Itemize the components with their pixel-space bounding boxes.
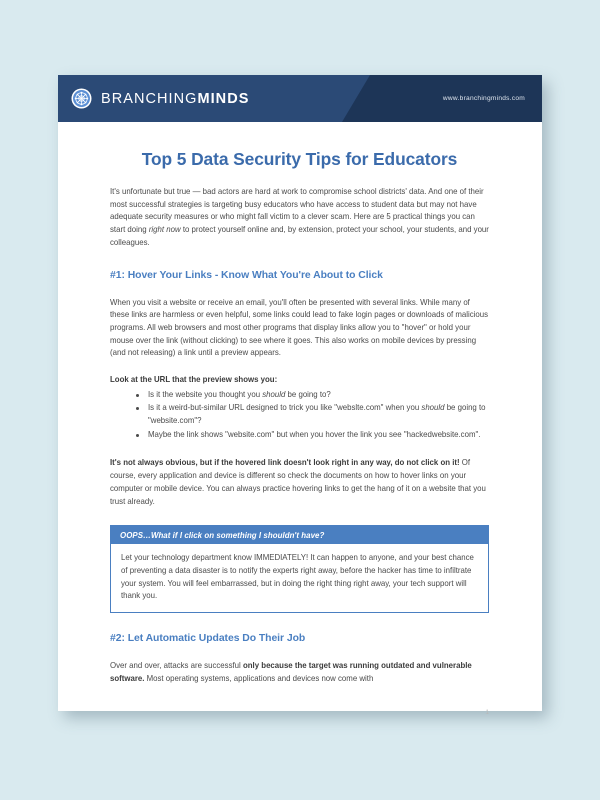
intro-text-part-1: It's unfortunate but true — bad actors are hard at work to compromise school districts' data. And one of their most successful strategies is targeting busy educators who have access to student data but may not have adequate security measures or who might fall victim to a clever scam. Here are 5 practical things you can start doing (110, 187, 484, 235)
bullet-1-part-1: Is it the website you thought you (148, 389, 263, 399)
oops-callout-box (110, 525, 489, 613)
closing-bold-text: It's not always obvious, but if the hovered link doesn't look right in any way, do not click on it! (110, 458, 460, 468)
branching-minds-logo-icon (71, 88, 92, 109)
callout-heading: OOPS…What if I click on something I shouldn't have? (111, 526, 488, 544)
url-check-bullet-list (110, 389, 489, 442)
website-url[interactable]: www.branchingminds.com (442, 95, 525, 102)
brand-name-second: MINDS (197, 90, 250, 107)
bullet-1-italic: should (262, 389, 286, 399)
intro-paragraph (110, 186, 489, 250)
section-2-bold: only because the target was running outdated and vulnerable software. (110, 661, 472, 683)
document-content (58, 149, 542, 738)
callout-body-text: Let your technology department know IMMEDIATELY! It can happen to anyone, and your best chance of preventing a data disaster is to notify the experts right away, before the hacker has time to infiltrate your system. You will feel embarrassed, but in doing the right thing right away, your tech support will thank you. (121, 553, 474, 601)
bullet-2-part-2: be going to "website.com"? (148, 403, 486, 425)
section-2-part-1: Over and over, attacks are successful (110, 661, 243, 671)
page-header-banner (58, 75, 542, 122)
bullets-lead-in: Look at the URL that the preview shows you: (110, 375, 278, 385)
section-1-paragraph: When you visit a website or receive an email, you'll often be presented with several links. While many of these links are harmless or even helpful, some links could lead to fake login pages or downloads of malicious programs. All web browsers and most other programs that display links allow you to "hover" or hold your mouse over the link (without clicking) to see where it goes. This also works on mobile devices by pressing (and not releasing) a link until a preview appears. (110, 297, 489, 358)
list-item: Maybe the link shows "website.com" but when you hover the link you see "hackedwebsite.com". (136, 429, 489, 442)
intro-text-part-2: to protect yourself online and, by extension, protect your school, your students, and your colleagues. (110, 225, 489, 247)
section-1-closing-paragraph (110, 457, 489, 508)
list-item (136, 389, 489, 402)
page-number: 1 (485, 709, 489, 716)
section-2-part-2: Most operating systems, applications and devices now come with (144, 673, 374, 683)
section-heading-1: #1: Hover Your Links - Know What You're About to Click (110, 269, 383, 281)
bullet-2-italic: should (421, 403, 445, 413)
list-item (136, 402, 489, 427)
closing-regular-text: Of course, every application and device is different so check the documents on how to hover links on your computer or mobile device. You can always practice hovering links to get the hang of it on a website that you trust already. (110, 458, 486, 506)
brand-name (101, 91, 249, 107)
bullet-1-part-2: be going to? (285, 389, 331, 399)
page-title: Top 5 Data Security Tips for Educators (141, 149, 458, 169)
brand-lockup (71, 75, 249, 122)
section-2-paragraph (110, 660, 489, 685)
section-heading-2: #2: Let Automatic Updates Do Their Job (110, 633, 306, 645)
document-page (58, 75, 542, 716)
intro-text-italic: right now (148, 225, 181, 235)
brand-name-first: BRANCHING (101, 90, 198, 107)
bullet-2-part-1: Is it a weird-but-similar URL designed to trick you like "webslte.com" when you (148, 403, 422, 413)
